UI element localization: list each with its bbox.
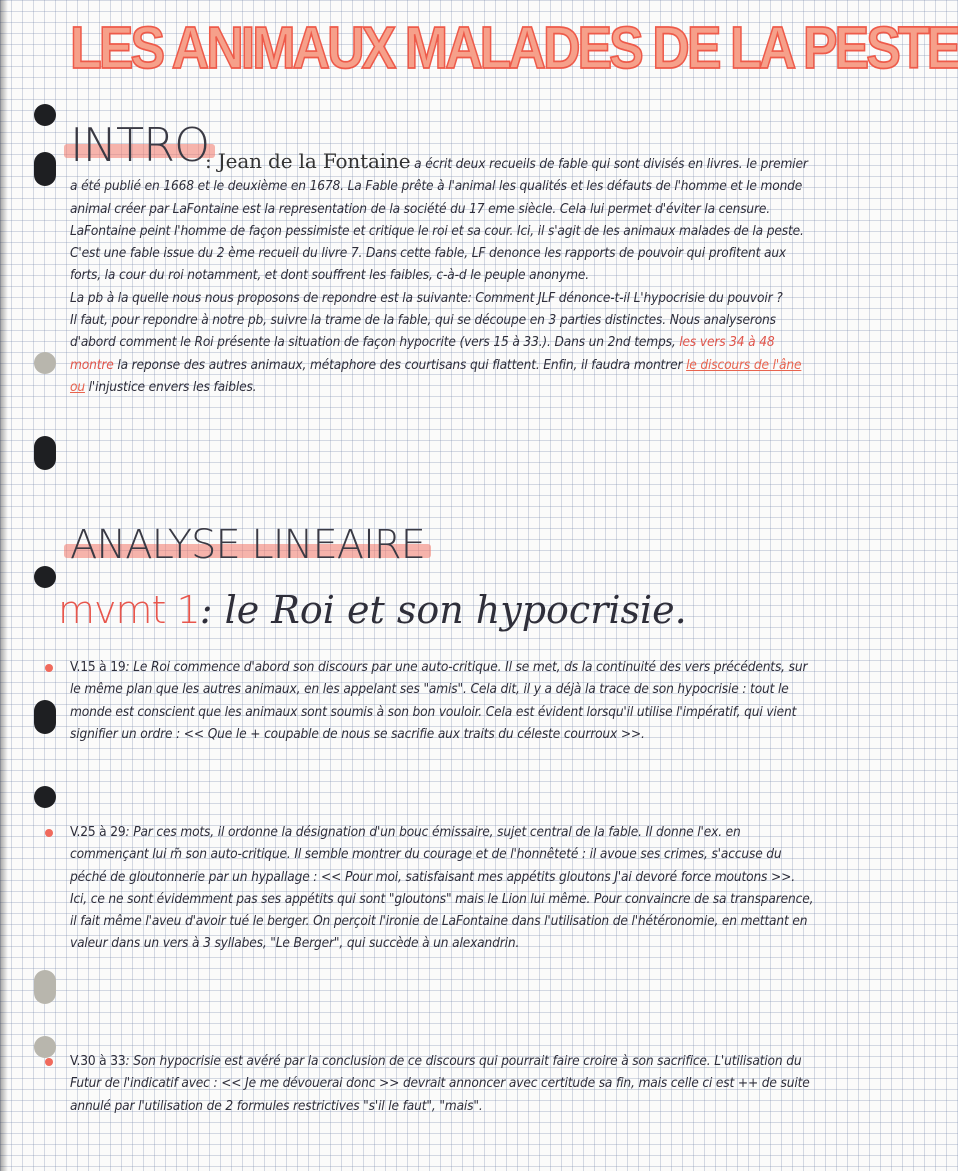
point-text: : Le Roi commence d'abord son discours par une auto-critique. Il se met, ds la continuité des vers précédents, sur le même plan que les autres animaux, en les appelant ses "amis". Cela dit, il y a déjà la trace de son hypocrisie : tout le monde est conscient que les animaux sont soumis à son bon vouloir. Cela est évident lorsqu'il utilise l'impératif, qui vient signifier un ordre : << Que le + coupable de nous se sacrifie aux traits du céleste courroux >>.	[70, 659, 808, 742]
intro-lead: : Jean de la Fontaine	[205, 149, 411, 173]
movement-heading	[58, 588, 687, 632]
intro-paragraph	[70, 150, 815, 398]
movement-label: mvmt 1	[58, 588, 200, 632]
point-verse-range: V.25 à 29	[70, 824, 126, 840]
intro-p3: La pb à la quelle nous nous proposons de repondre est la suivante: Comment JLF dénonce-t-il L'hypocrisie du pouvoir ?	[70, 289, 783, 306]
analysis-point	[70, 821, 815, 955]
intro-p2: C'est une fable issue du 2 ème recueil du livre 7. Dans cette fable, LF denonce les rapports de pouvoir qui profitent aux forts, la cour du roi notamment, et dont souffrent les faibles, c-à-d le peuple anonyme.	[70, 245, 787, 284]
intro-p4-c: la reponse des autres animaux, métaphore des courtisans qui flattent. Enfin, il faudra montrer	[117, 356, 683, 373]
binder-hole	[34, 152, 56, 186]
analysis-point	[70, 656, 815, 745]
binder-hole	[34, 786, 56, 808]
point-verse-range: V.30 à 33	[70, 1053, 126, 1069]
point-verse-range: V.15 à 19	[70, 659, 126, 675]
intro-text: a écrit deux recueils de fable qui sont divisés en livres. le premier a été publié en 1668 et le deuxième en 1678. La Fable prête à l'animal les qualités et les défauts de l'homme et le monde animal créer par LaFontaine est la representation de la société du 17 eme siècle. Cela lui permet d'éviter la censure. LaFontaine peint l'homme de façon pessimiste et critique le roi et sa cour. Ici, il s'agit de les animaux malades de la peste.	[70, 156, 808, 239]
movement-title: : le Roi et son hypocrisie.	[199, 588, 687, 632]
analyse-heading	[70, 522, 425, 568]
intro-p4-d: le discours de l'âne ou	[70, 356, 802, 395]
binder-hole	[34, 436, 56, 470]
analyse-heading-text: ANALYSE LINEAIRE	[70, 522, 425, 568]
binder-hole-torn	[34, 1036, 56, 1058]
point-text: : Par ces mots, il ordonne la désignation d'un bouc émissaire, sujet central de la fable. Il donne l'ex. en commençant lui m̃ son auto-critique. Il semble montrer du courage et de l'honnêteté : il avoue ses crimes, s'accuse du péché de gloutonnerie par un hypallage : << Pour moi, satisfaisant mes appétits gloutons J'ai devoré force moutons >>. Ici, ce ne sont évidemment pas ses appétits qui sont "gloutons" mais le Lion lui même. Pour convaincre de sa transparence, il fait même l'aveu d'avoir tué le berger. On perçoit l'ironie de LaFontaine dans l'utilisation de l'hétéronomie, en mettant en valeur dans un vers à 3 syllabes, "Le Berger", qui succède à un alexandrin.	[70, 824, 814, 952]
analysis-point	[70, 1050, 815, 1117]
binder-hole	[34, 700, 56, 734]
binder-hole	[34, 104, 56, 126]
page-edge-shadow	[0, 0, 8, 1171]
bullet-dot	[45, 1058, 53, 1066]
intro-heading-text: INTRO	[70, 118, 210, 172]
page-title: LES ANIMAUX MALADES DE LA PESTE	[70, 15, 958, 82]
point-text: : Son hypocrisie est avéré par la conclusion de ce discours qui pourrait faire croire à son sacrifice. L'utilisation du Futur de l'indicatif avec : << Je me dévouerai donc >> devrait annoncer avec certitude sa fin, mais celle ci est ++ de suite annulé par l'utilisation de 2 formules restrictives "s'il le faut", "mais".	[70, 1053, 810, 1114]
bullet-dot	[45, 664, 53, 672]
binder-hole-torn	[34, 352, 56, 374]
binder-hole	[34, 566, 56, 588]
intro-p4-a: Il faut, pour repondre à notre pb, suivre la trame de la fable, qui se découpe en 3 parties distinctes. Nous analyserons d'abord comment le Roi présente la situation de façon hypocrite (vers 15 à 33.). Dans un 2nd temps,	[70, 312, 776, 351]
binder-hole-torn	[34, 970, 56, 1004]
intro-p4-e: l'injustice envers les faibles.	[88, 378, 257, 395]
intro-p4-b: les vers 34 à 48 montre	[70, 334, 775, 373]
bullet-dot	[45, 829, 53, 837]
